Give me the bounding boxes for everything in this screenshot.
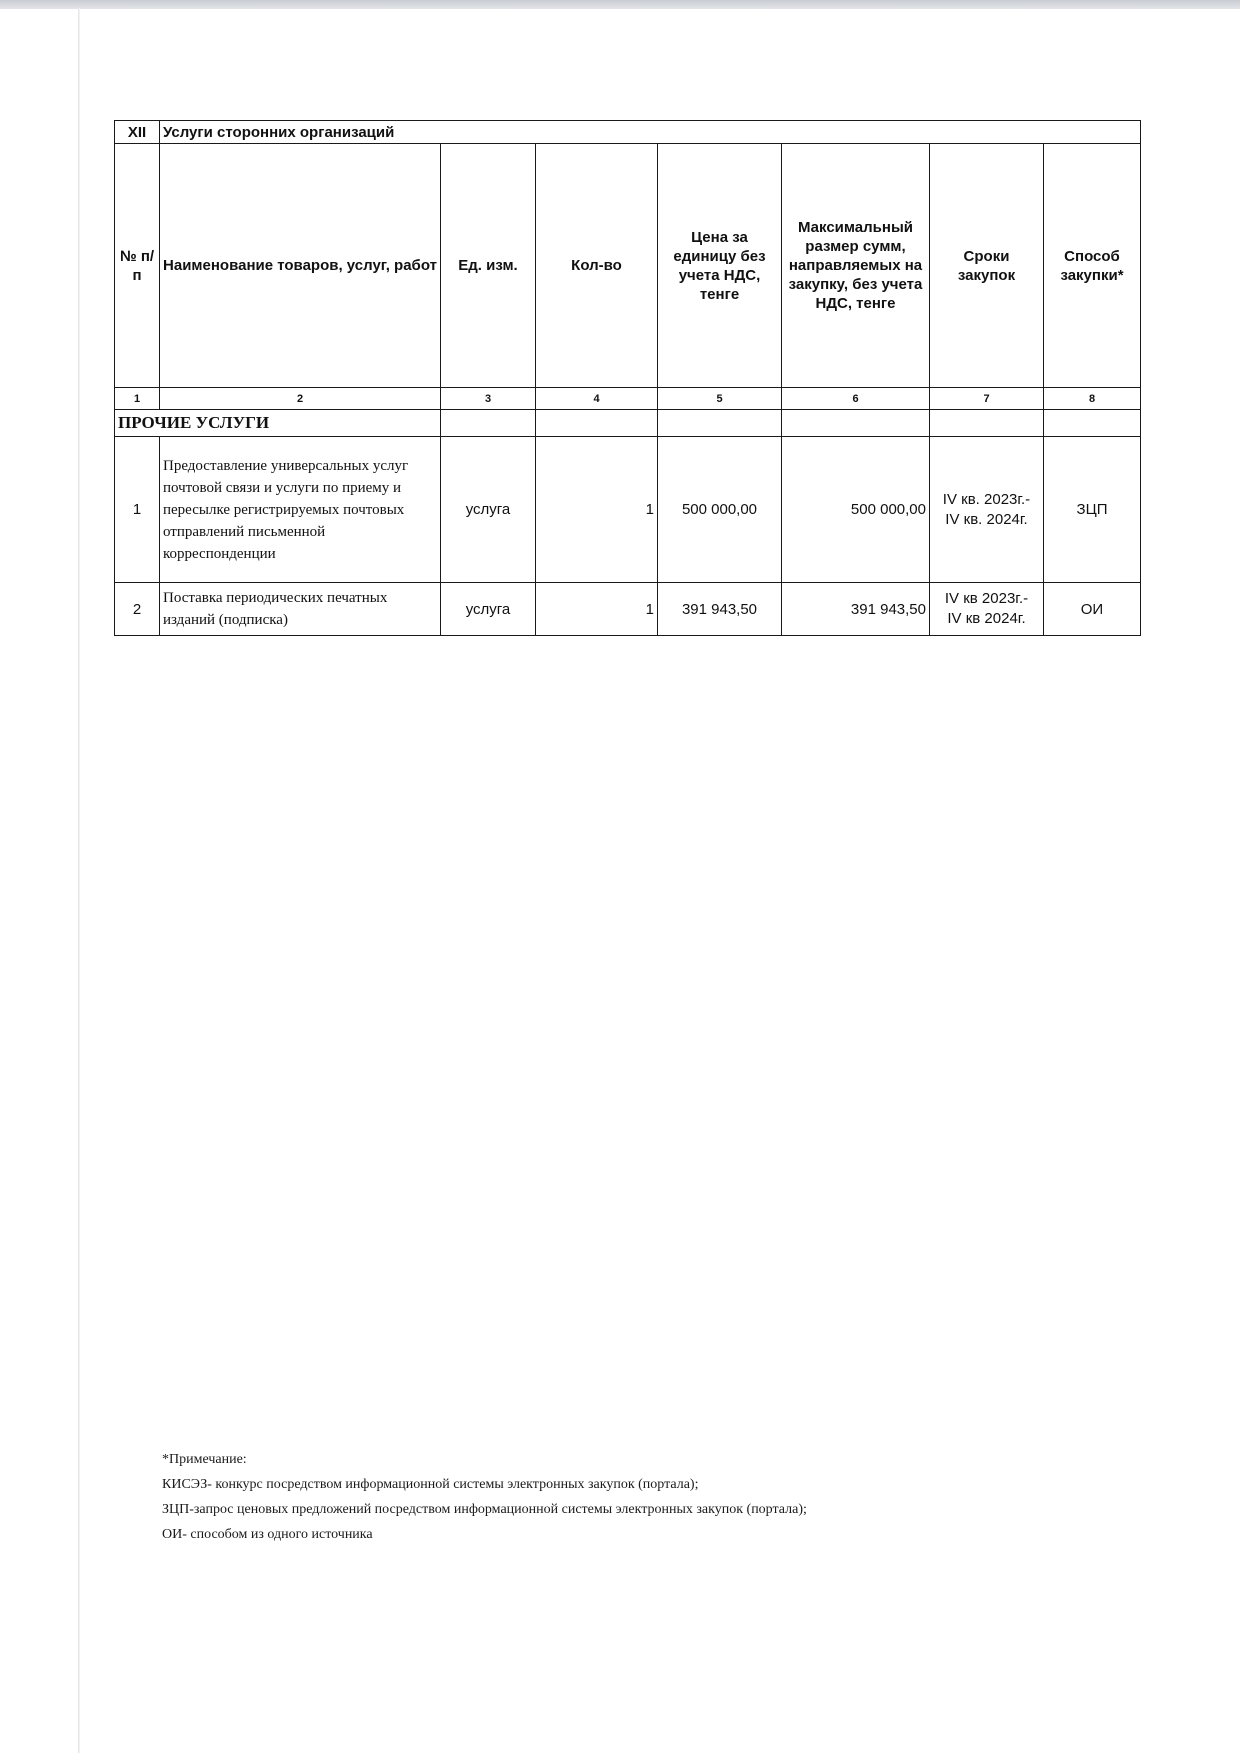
header-row xyxy=(115,144,1141,388)
column-index: 2 xyxy=(160,388,441,410)
item-price: 500 000,00 xyxy=(658,437,782,583)
row-number: 1 xyxy=(115,437,160,583)
procurement-plan-table xyxy=(114,120,1141,636)
term-end: IV кв 2024г. xyxy=(947,610,1026,627)
item-unit: услуга xyxy=(441,583,536,636)
item-name: Поставка периодических печатных изданий (подписка) xyxy=(160,583,441,636)
footnote-line: КИСЭЗ- конкурс посредством информационной системы электронных закупок (портала); xyxy=(162,1477,699,1492)
column-index-row xyxy=(115,388,1141,410)
empty-cell xyxy=(1044,410,1141,437)
header-qty: Кол-во xyxy=(536,144,658,388)
column-index: 3 xyxy=(441,388,536,410)
header-name: Наименование товаров, услуг, работ xyxy=(160,144,441,388)
section-number: XII xyxy=(115,121,160,144)
column-index: 8 xyxy=(1044,388,1141,410)
item-terms xyxy=(930,583,1044,636)
footnote-line: ЗЦП-запрос ценовых предложений посредством информационной системы электронных закупок (портала); xyxy=(162,1502,807,1517)
item-method: ЗЦП xyxy=(1044,437,1141,583)
term-start: IV кв 2023г.- xyxy=(944,590,1029,607)
column-index: 4 xyxy=(536,388,658,410)
item-name: Предоставление универсальных услуг почтовой связи и услуги по приему и пересылке регистрируемых почтовых отправлений письменной корреспонденции xyxy=(160,437,441,583)
item-max-sum: 500 000,00 xyxy=(782,437,930,583)
footnote-title: *Примечание: xyxy=(162,1452,247,1467)
section-row xyxy=(115,121,1141,144)
group-title: ПРОЧИЕ УСЛУГИ xyxy=(115,410,441,437)
column-index: 6 xyxy=(782,388,930,410)
header-price: Цена за единицу без учета НДС, тенге xyxy=(658,144,782,388)
column-index: 7 xyxy=(930,388,1044,410)
row-number: 2 xyxy=(115,583,160,636)
item-price: 391 943,50 xyxy=(658,583,782,636)
item-qty: 1 xyxy=(536,583,658,636)
scan-left-edge xyxy=(78,8,80,1753)
item-terms xyxy=(930,437,1044,583)
term-start: IV кв. 2023г.- xyxy=(942,490,1031,508)
empty-cell xyxy=(930,410,1044,437)
item-method: ОИ xyxy=(1044,583,1141,636)
group-row xyxy=(115,410,1141,437)
section-title: Услуги сторонних организаций xyxy=(160,121,1141,144)
header-method: Способ закупки* xyxy=(1044,144,1141,388)
scan-top-edge xyxy=(0,0,1240,9)
table-row xyxy=(115,583,1141,636)
empty-cell xyxy=(782,410,930,437)
footnote xyxy=(162,1447,1162,1547)
header-max-sum: Максимальный размер сумм, направляемых на закупку, без учета НДС, тенге xyxy=(782,144,930,388)
item-max-sum: 391 943,50 xyxy=(782,583,930,636)
empty-cell xyxy=(441,410,536,437)
header-unit: Ед. изм. xyxy=(441,144,536,388)
column-index: 5 xyxy=(658,388,782,410)
table-row xyxy=(115,437,1141,583)
footnote-line: ОИ- способом из одного источника xyxy=(162,1527,373,1542)
header-num: № п/п xyxy=(115,144,160,388)
empty-cell xyxy=(536,410,658,437)
header-terms: Сроки закупок xyxy=(930,144,1044,388)
item-qty: 1 xyxy=(536,437,658,583)
item-unit: услуга xyxy=(441,437,536,583)
term-end: IV кв. 2024г. xyxy=(945,510,1028,528)
column-index: 1 xyxy=(115,388,160,410)
empty-cell xyxy=(658,410,782,437)
